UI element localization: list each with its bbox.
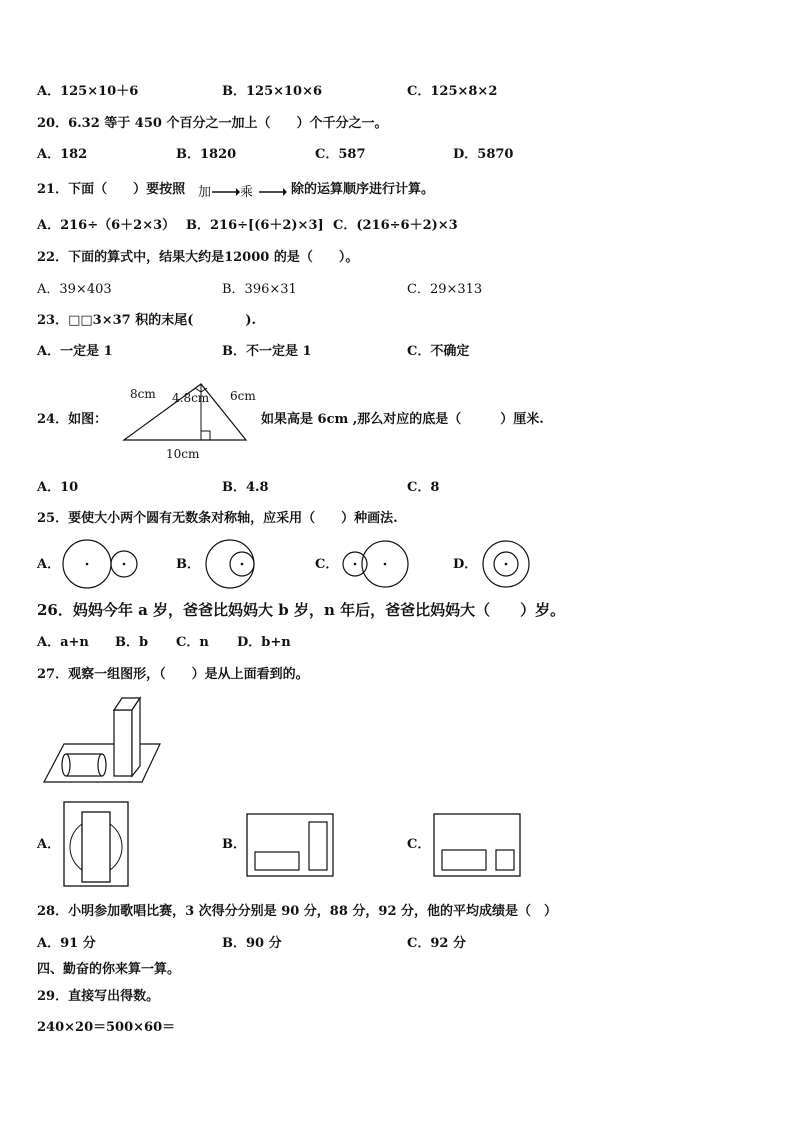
q27-option-b-view [245, 812, 335, 880]
q21-flow-arrow-1 [210, 184, 240, 200]
q26-option-d: D．b+n [237, 635, 291, 650]
q21-option-b: B．216÷[(6＋2)×3] [186, 218, 324, 233]
q19-option-a: A．125×10＋6 [37, 84, 139, 99]
q27-option-c-label: C． [407, 837, 431, 852]
q20-option-a: A．182 [37, 147, 88, 162]
q20-option-b: B．1820 [176, 147, 237, 162]
q27-option-a-view [62, 800, 132, 890]
q29-item-2: 500×60＝ [106, 1020, 176, 1035]
q26-option-c: C．n [176, 635, 209, 650]
q21-stem-after: 除的运算顺序进行计算。 [291, 182, 435, 197]
q25-option-d-circles [480, 538, 532, 590]
q22-option-c: C．29×313 [407, 282, 483, 297]
section-4-title: 四、勤奋的你来算一算。 [37, 962, 181, 977]
q21-option-a: A．216÷（6＋2×3） [37, 218, 176, 233]
q21-flow-arrow-2 [257, 184, 287, 200]
q24-stem: 如果高是 6cm ,那么对应的底是（ ）厘米. [261, 412, 544, 427]
q27-3d-figure [40, 694, 165, 786]
q21-stem-before: 21．下面（ ）要按照 [37, 182, 186, 197]
q25-stem: 25．要使大小两个圆有无数条对称轴，应采用（ ）种画法. [37, 511, 398, 526]
q24-label-height: 4.8cm [172, 391, 210, 405]
q27-option-a-label: A． [37, 837, 61, 852]
q22-option-a: A．39×403 [37, 282, 112, 297]
q24-option-c: C．8 [407, 480, 440, 495]
q28-option-a: A．91 分 [37, 936, 96, 951]
q24-label-left: 8cm [130, 387, 156, 401]
q25-option-c-label: C． [315, 557, 339, 572]
q25-option-b-circles [204, 538, 256, 590]
q25-option-a-label: A． [37, 557, 61, 572]
q23-option-b: B．不一定是 1 [222, 344, 312, 359]
q26-option-b: B．b [115, 635, 149, 650]
q20-option-c: C．587 [315, 147, 366, 162]
q29-stem: 29．直接写出得数。 [37, 989, 160, 1004]
q24-triangle-figure [110, 378, 260, 468]
q24-label: 24．如图： [37, 412, 108, 427]
q28-option-c: C．92 分 [407, 936, 466, 951]
q26-stem: 26．妈妈今年 a 岁，爸爸比妈妈大 b 岁，n 年后，爸爸比妈妈大（ ）岁。 [37, 601, 566, 619]
q21-flow-mul: 乘 [240, 185, 254, 200]
q25-option-a-circles [60, 538, 142, 590]
q26-option-a: A．a+n [37, 635, 89, 650]
q24-option-a: A．10 [37, 480, 79, 495]
q19-option-b: B．125×10×6 [222, 84, 323, 99]
q23-option-a: A．一定是 1 [37, 344, 113, 359]
q25-option-b-label: B． [176, 557, 200, 572]
q22-stem: 22．下面的算式中，结果大约是12000 的是（ ）。 [37, 250, 359, 265]
q25-option-c-circles [340, 538, 412, 590]
q24-label-right: 6cm [230, 389, 256, 403]
q19-option-c: C．125×8×2 [407, 84, 498, 99]
q23-option-c: C．不确定 [407, 344, 470, 359]
q24-label-base: 10cm [166, 447, 200, 461]
q25-option-d-label: D． [453, 557, 478, 572]
q24-option-b: B．4.8 [222, 480, 269, 495]
q28-option-b: B．90 分 [222, 936, 282, 951]
q21-option-c: C．(216÷6＋2)×3 [333, 218, 458, 233]
q28-stem: 28．小明参加歌唱比赛，3 次得分分别是 90 分，88 分，92 分，他的平均成绩是（ ） [37, 904, 558, 919]
q27-option-c-view [432, 812, 524, 880]
q27-stem: 27．观察一组图形，（ ）是从上面看到的。 [37, 667, 309, 682]
q20-stem: 20．6.32 等于 450 个百分之一加上（ ）个千分之一。 [37, 116, 388, 131]
q21-flow-add: 加 [198, 185, 212, 200]
q22-option-b: B．396×31 [222, 282, 297, 297]
q29-item-1: 240×20＝ [37, 1020, 107, 1035]
q20-option-d: D．5870 [453, 147, 514, 162]
q23-stem: 23．□□3×37 积的末尾( ). [37, 313, 257, 328]
q27-option-b-label: B． [222, 837, 246, 852]
